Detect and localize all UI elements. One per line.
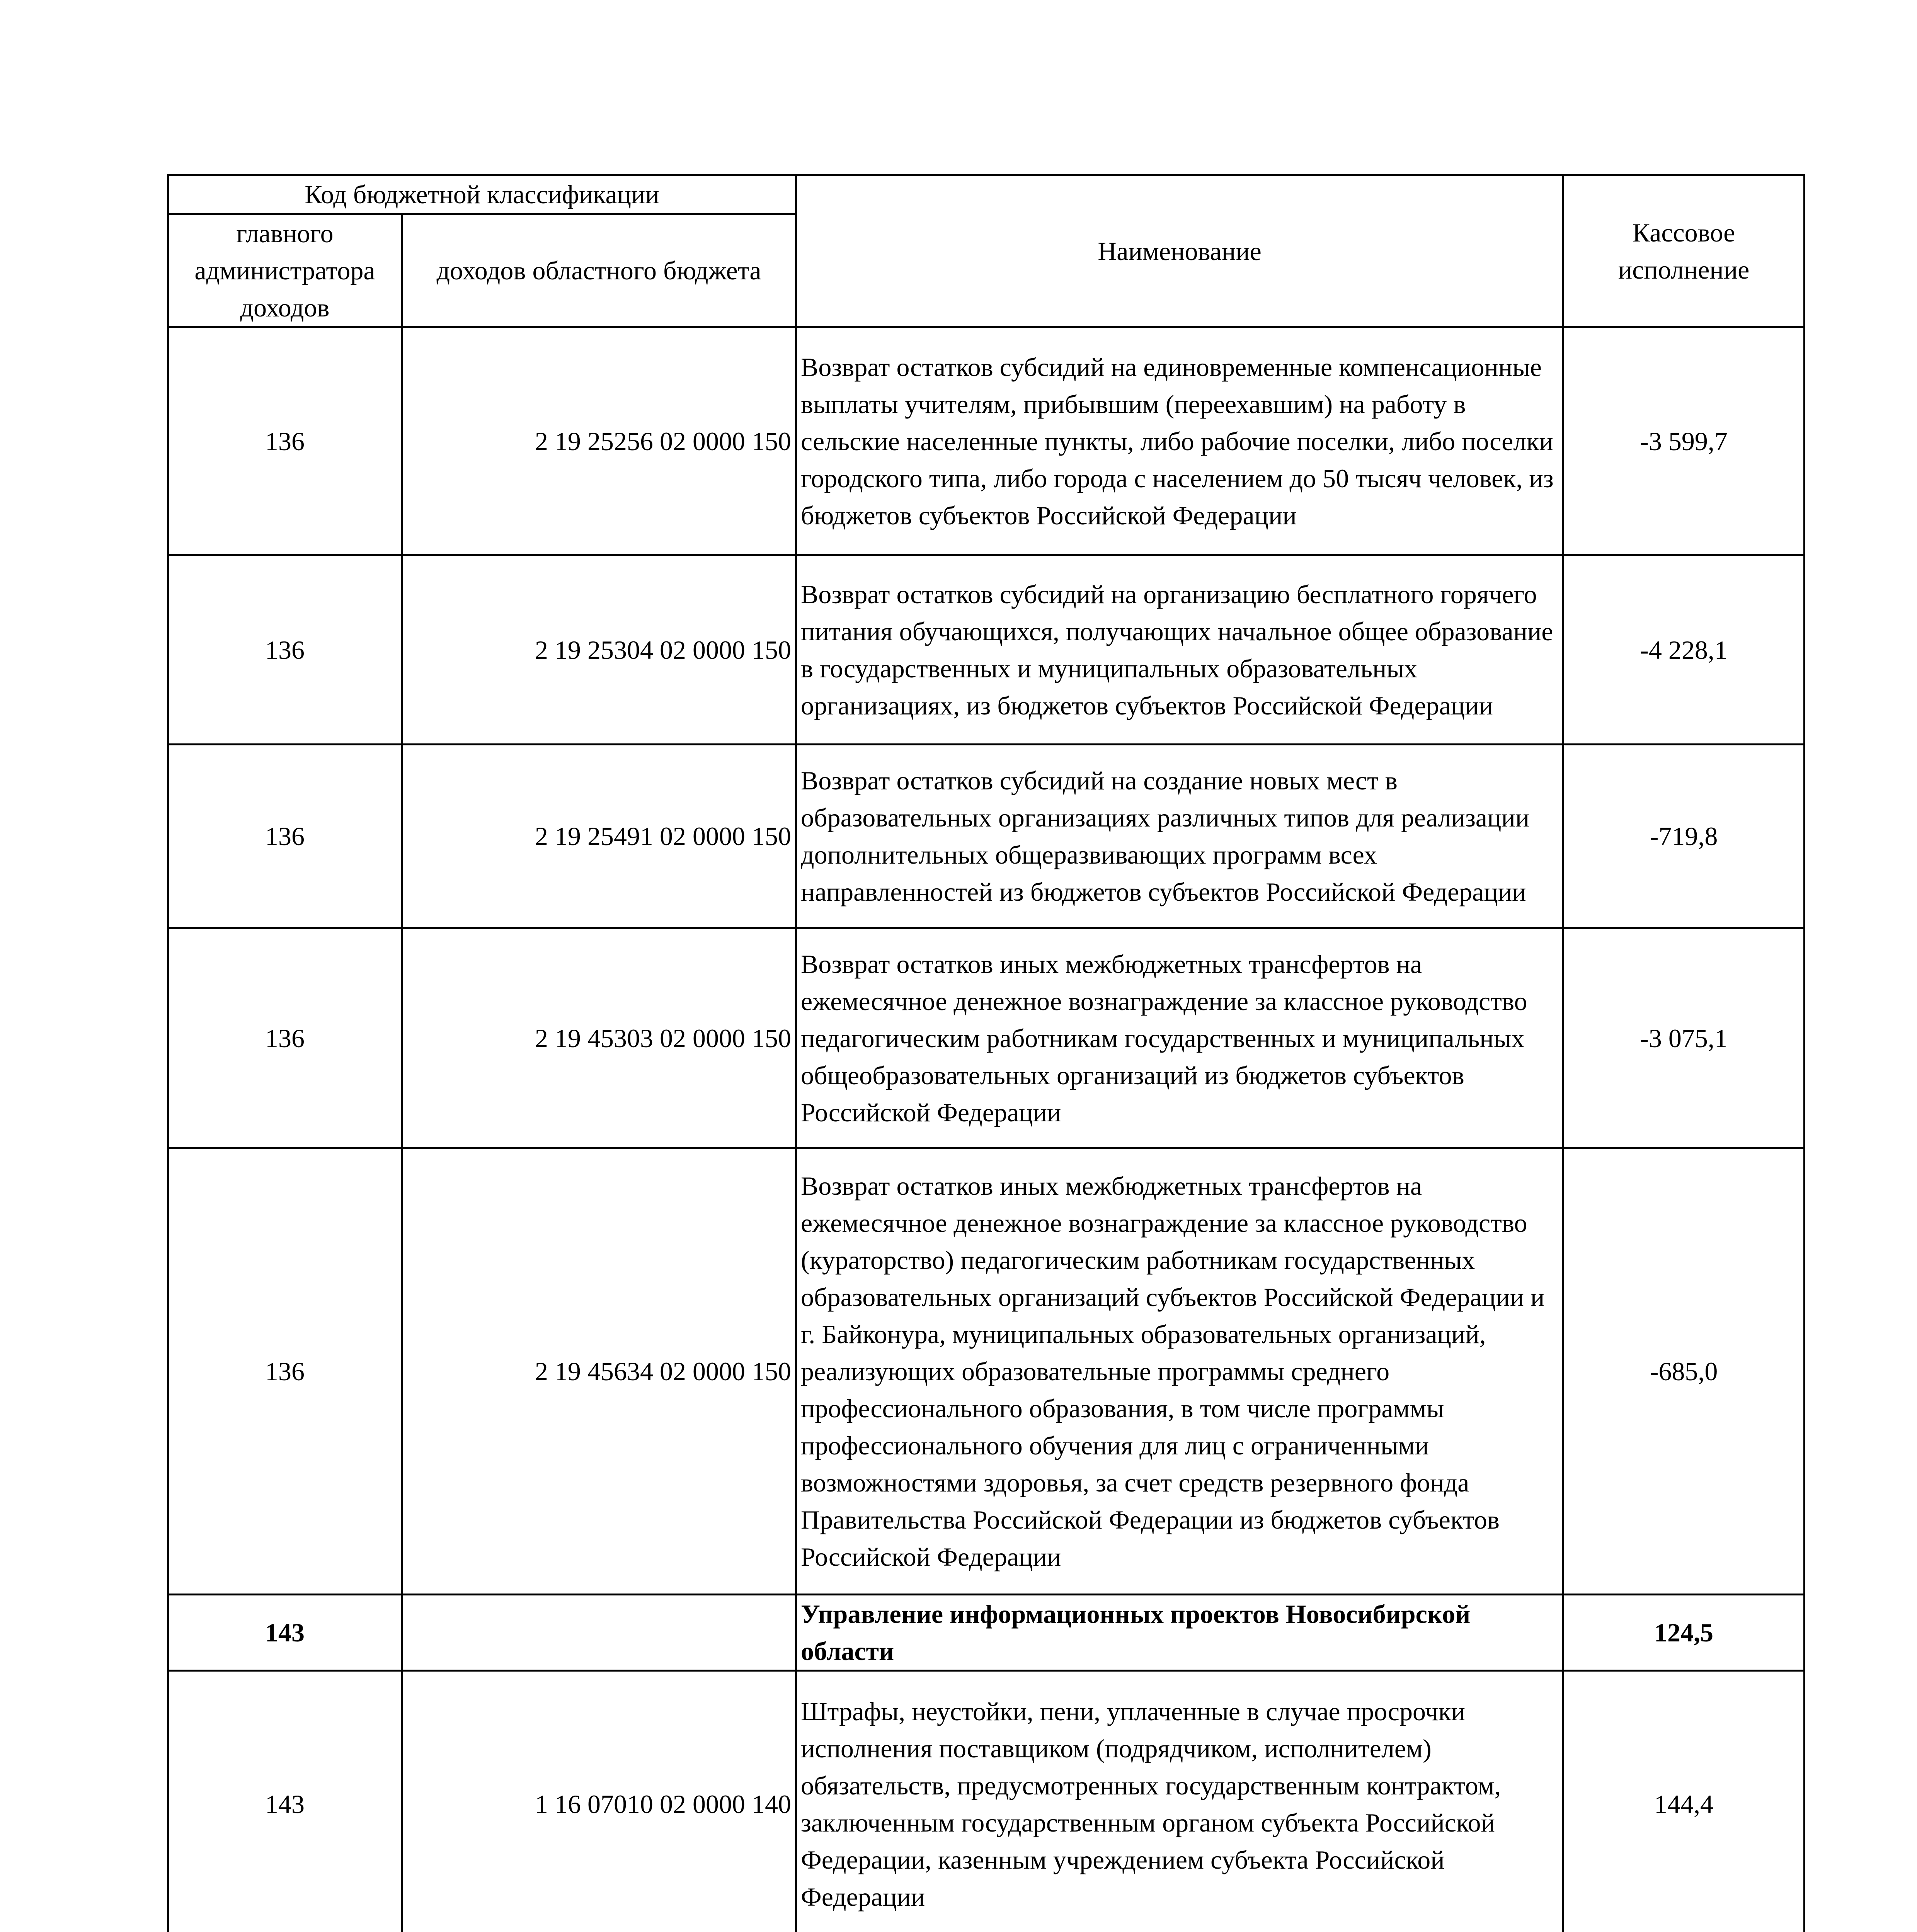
income-code-cell: 2 19 45303 02 0000 150: [402, 928, 796, 1148]
admin-code-cell: 136: [168, 1148, 402, 1595]
name-cell: Возврат остатков иных межбюджетных трансфертов на ежемесячное денежное вознаграждение за классное руководство (кураторство) педагогическим работникам государственных образовательных организаций субъектов Российской Федерации и г. Байконура, муниципальных образовательных организаций, реализующих образовательные программы среднего профессионального образования, в том числе программы профессионального обучения для лиц с ограниченными возможностями здоровья, за счет средств резервного фонда Правительства Российской Федерации из бюджетов субъектов Российской Федерации: [796, 1148, 1563, 1595]
income-code-cell: 2 19 25304 02 0000 150: [402, 555, 796, 745]
header-income-code: доходов областного бюджета: [402, 214, 796, 327]
name-cell: Управление информационных проектов Новосибирской области: [796, 1595, 1563, 1671]
header-admin: главного администратора доходов: [168, 214, 402, 327]
name-cell: Возврат остатков субсидий на создание новых мест в образовательных организациях различных типов для реализации дополнительных общеразвивающих программ всех направленностей из бюджетов субъектов Российской Федерации: [796, 745, 1563, 928]
name-cell: Возврат остатков иных межбюджетных трансфертов на ежемесячное денежное вознаграждение за классное руководство педагогическим работникам государственных и муниципальных общеобразовательных организаций из бюджетов субъектов Российской Федерации: [796, 928, 1563, 1148]
admin-code-cell: 136: [168, 327, 402, 555]
table-row: [168, 1595, 1805, 1671]
amount-cell: -3 599,7: [1563, 327, 1805, 555]
table-row: [168, 327, 1805, 555]
table-body: [168, 327, 1805, 1932]
income-code-cell: 1 16 07010 02 0000 140: [402, 1671, 796, 1932]
name-cell: Возврат остатков субсидий на организацию бесплатного горячего питания обучающихся, получающих начальное общее образование в государственных и муниципальных образовательных организациях, из бюджетов субъектов Российской Федерации: [796, 555, 1563, 745]
name-cell: Возврат остатков субсидий на единовременные компенсационные выплаты учителям, прибывшим (переехавшим) на работу в сельские населенные пункты, либо рабочие поселки, либо поселки городского типа, либо города с населением до 50 тысяч человек, из бюджетов субъектов Российской Федерации: [796, 327, 1563, 555]
header-name: Наименование: [796, 175, 1563, 327]
admin-code-cell: 136: [168, 555, 402, 745]
table-row: [168, 745, 1805, 928]
income-code-cell: 2 19 45634 02 0000 150: [402, 1148, 796, 1595]
admin-code-cell: 136: [168, 745, 402, 928]
table-header: [168, 175, 1805, 327]
amount-cell: 124,5: [1563, 1595, 1805, 1671]
amount-cell: -685,0: [1563, 1148, 1805, 1595]
table-row: [168, 1671, 1805, 1932]
amount-cell: -3 075,1: [1563, 928, 1805, 1148]
name-cell: Штрафы, неустойки, пени, уплаченные в случае просрочки исполнения поставщиком (подрядчиком, исполнителем) обязательств, предусмотренных государственным контрактом, заключенным государственным органом субъекта Российской Федерации, казенным учреждением субъекта Российской Федерации: [796, 1671, 1563, 1932]
amount-cell: -4 228,1: [1563, 555, 1805, 745]
amount-cell: 144,4: [1563, 1671, 1805, 1932]
header-amount: Кассовое исполнение: [1563, 175, 1805, 327]
budget-table: [167, 174, 1805, 1932]
table-row: [168, 1148, 1805, 1595]
admin-code-cell: 143: [168, 1671, 402, 1932]
amount-cell: -719,8: [1563, 745, 1805, 928]
income-code-cell: [402, 1595, 796, 1671]
header-group-title: Код бюджетной классификации: [168, 175, 796, 214]
table-row: [168, 928, 1805, 1148]
admin-code-cell: 143: [168, 1595, 402, 1671]
table-row: [168, 555, 1805, 745]
income-code-cell: 2 19 25491 02 0000 150: [402, 745, 796, 928]
admin-code-cell: 136: [168, 928, 402, 1148]
income-code-cell: 2 19 25256 02 0000 150: [402, 327, 796, 555]
